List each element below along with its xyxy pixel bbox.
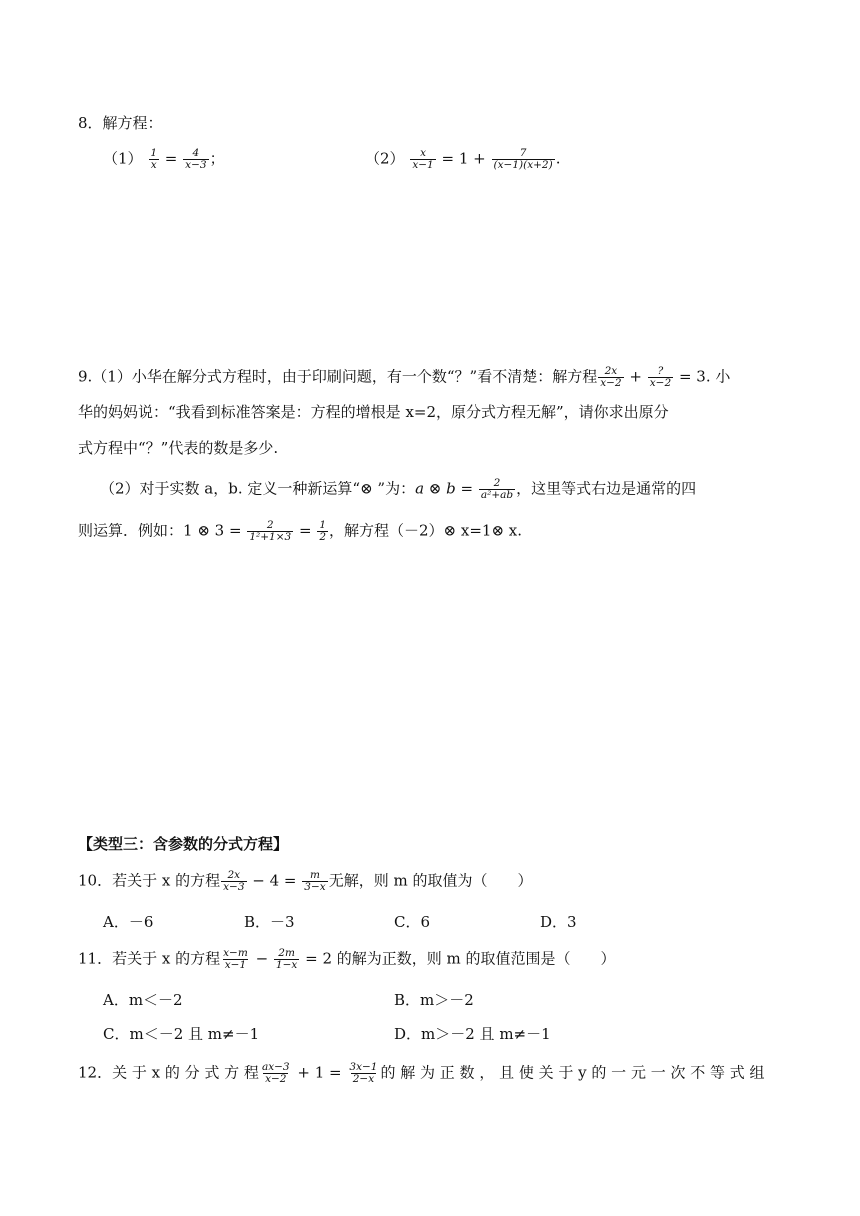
equation-middle: = 1 + [441,149,486,168]
q9-line3: 式方程中“？”代表的数是多少. [78,439,279,457]
q10-option-b: B．－3 [244,913,295,931]
q11-option-a: A．m＜－2 [103,991,183,1009]
numerator: m [310,869,320,881]
denominator: x−1 [412,159,434,171]
numerator: 2x [227,869,241,881]
q9-text: ，解方程（－2）⊗ x=1⊗ x. [329,521,523,540]
q9-line2: 华的妈妈说：“我看到标准答案是：方程的增根是 x=2，原分式方程无解”，请你求出原分 [78,403,669,421]
denominator: 3−x [304,881,326,893]
q10-text: 10．若关于 x 的方程 [78,871,221,890]
q8-part1 [103,148,225,171]
denominator: x−3 [223,881,245,893]
numerator: 4 [192,147,200,159]
q9-text: 则运算．例如： [78,521,184,540]
semicolon: ； [209,149,225,168]
denominator: x−2 [600,377,622,389]
q8-heading [78,113,163,133]
q10-option-d: D．3 [540,913,577,931]
plus-sign: + [629,367,642,386]
fraction [221,948,250,971]
equation-middle: + 1 = [297,1063,342,1082]
q10-stem [78,870,532,893]
q10-option-a: A．－6 [103,913,154,931]
denominator: 2 [319,531,327,543]
denominator: (x−1)(x+2) [493,159,553,171]
q12-text: 的 解 为 正 数 ， 且 使 关 于 y 的 一 元 一 次 不 等 式 组 [380,1063,765,1082]
fraction [148,148,159,171]
fraction [598,366,623,389]
denominator: x [150,159,157,171]
numerator: 2 [493,477,501,489]
q8-part2-label: （2） [365,149,405,168]
q8-title: 解方程： [102,114,163,132]
q9-text: （2）对于实数 a，b. 定义一种新运算“⊗ ”为： [100,479,416,498]
numerator: x [420,147,426,159]
q11-text: 11．若关于 x 的方程 [78,949,221,968]
q11-option-c: C．m＜－2 且 m≠－1 [103,1025,260,1043]
numerator: ax−3 [261,1061,290,1073]
fraction [302,870,327,893]
q9-line4 [100,478,696,501]
denominator: 1−x [275,959,298,971]
denominator: x−1 [224,959,247,971]
q10-option-c: C．6 [394,913,431,931]
equation-rhs: = 2 [305,949,332,968]
q8-part1-label: （1） [103,149,143,168]
fraction [247,520,293,543]
q9-text: 9.（1）小华在解分式方程时，由于印刷问题，有一个数“？”看不清楚：解方程 [78,367,598,386]
numerator: 7 [519,147,527,159]
math-expression: 1 ⊗ 3 = [183,521,242,540]
denominator: a²+ab [480,489,514,501]
numerator: ? [657,365,664,377]
fraction [347,1062,379,1085]
q11-stem [78,948,616,971]
denominator: x−2 [649,377,672,389]
q9-text: ，这里等式右边是通常的四 [516,479,697,498]
denominator: x−3 [185,159,207,171]
numerator: 2x [604,365,618,377]
equals-sign: = [298,521,312,540]
fraction [479,478,515,501]
q9-line1 [78,366,730,389]
numerator: 1 [150,147,158,159]
numerator: x−m [223,947,248,959]
fraction [183,148,208,171]
fraction [648,366,673,389]
q8-number: 8． [78,114,103,132]
denominator: x−2 [265,1073,287,1085]
q11-text: 的解为正数，则 m 的取值范围是（ ） [336,949,616,968]
minus-sign: − [255,949,269,968]
numerator: 2 [266,519,274,531]
fraction [410,148,435,171]
numerator: 1 [319,519,327,531]
denominator: 2−x [352,1073,375,1085]
equals-sign: = [164,149,178,168]
denominator: 1²+1×3 [249,531,292,543]
numerator: 2m [278,947,295,959]
fraction [221,870,246,893]
q12-text: 12．关 于 x 的 分 式 方 程 [78,1063,259,1082]
fraction [317,520,328,543]
equation-middle: − 4 = [252,871,297,890]
q9-text: = 3. 小 [678,367,731,386]
fraction [274,948,299,971]
q10-text: 无解，则 m 的取值为（ ） [328,871,533,890]
q11-option-d: D．m＞－2 且 m≠－1 [394,1025,551,1043]
section-heading: 【类型三：含参数的分式方程】 [78,835,289,853]
fraction [260,1062,292,1085]
math-expression: a ⊗ b = [415,479,474,498]
numerator: 3x−1 [349,1061,378,1073]
q12-stem [78,1062,765,1085]
period: . [555,149,561,168]
q8-part2 [365,148,560,171]
q11-option-b: B．m＞－2 [394,991,474,1009]
fraction [492,148,555,171]
q9-line5 [78,520,522,543]
